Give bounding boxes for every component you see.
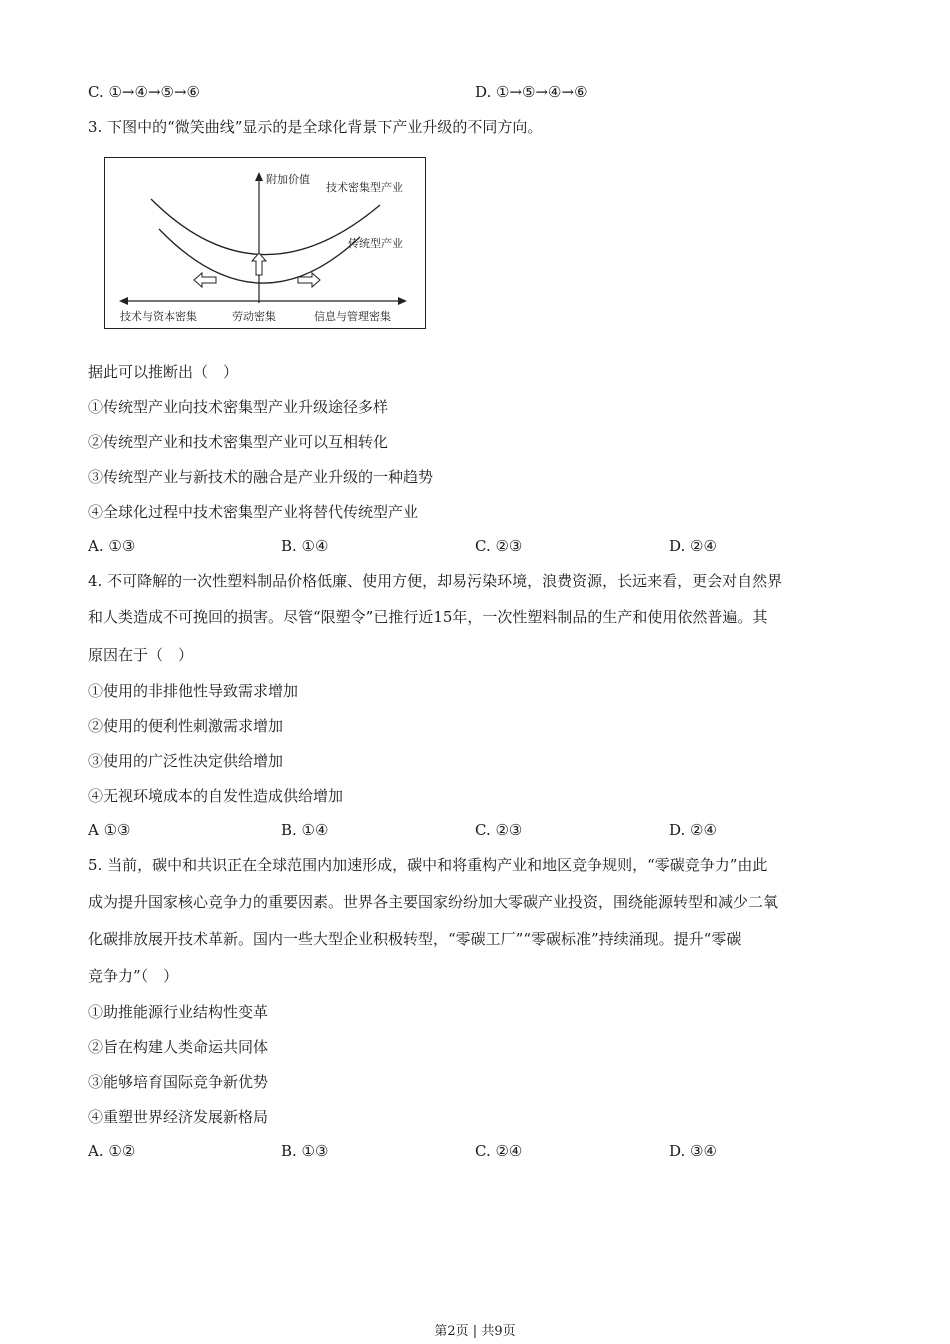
q5-statement-3: ③能够培育国际竞争新优势 <box>88 1073 269 1091</box>
lower-curve-label: 传统型产业 <box>348 237 403 250</box>
q4-stem-line-2: 和人类造成不可挽回的损害。尽管“限塑令”已推行近15年，一次性塑料制品的生产和使用依然普遍。其 <box>88 608 768 626</box>
x-right-label: 信息与管理密集 <box>314 310 391 323</box>
q5-option-b: B. ①③ <box>281 1142 329 1160</box>
q5-option-d: D. ③④ <box>669 1142 717 1160</box>
q4-option-d: D. ②④ <box>669 821 717 839</box>
q5-statement-1: ①助推能源行业结构性变革 <box>88 1003 269 1021</box>
q4-statement-1: ①使用的非排他性导致需求增加 <box>88 682 299 700</box>
q5-stem-line-1: 5. 当前，碳中和共识正在全球范围内加速形成，碳中和将重构产业和地区竞争规则，“零碳竞争力”由此 <box>88 856 768 874</box>
smile-curve-svg <box>104 157 426 329</box>
x-middle-label: 劳动密集 <box>232 310 276 323</box>
q3-statement-3: ③传统型产业与新技术的融合是产业升级的一种趋势 <box>88 468 434 486</box>
q5-statement-2: ②旨在构建人类命运共同体 <box>88 1038 269 1056</box>
q4-stem-line-3: 原因在于（ ） <box>88 646 194 664</box>
option-d-prev: D. ①→⑤→④→⑥ <box>475 83 588 101</box>
q3-option-a: A. ①③ <box>88 537 136 555</box>
q4-option-c: C. ②③ <box>475 821 523 839</box>
q3-option-d: D. ②④ <box>669 537 717 555</box>
q4-statement-3: ③使用的广泛性决定供给增加 <box>88 752 284 770</box>
q3-statement-1: ①传统型产业向技术密集型产业升级途径多样 <box>88 398 389 416</box>
y-axis-label: 附加价值 <box>266 173 310 186</box>
upper-curve-label: 技术密集型产业 <box>326 181 403 194</box>
q4-stem-line-1: 4. 不可降解的一次性塑料制品价格低廉、使用方便，却易污染环境，浪费资源，长远来看，更会对自然界 <box>88 572 783 590</box>
option-c-prev: C. ①→④→⑤→⑥ <box>88 83 200 101</box>
q3-prompt: 据此可以推断出（ ） <box>88 363 239 381</box>
q3-stem: 3. 下图中的“微笑曲线”显示的是全球化背景下产业升级的不同方向。 <box>88 118 543 136</box>
q3-option-c: C. ②③ <box>475 537 523 555</box>
q3-statement-2: ②传统型产业和技术密集型产业可以互相转化 <box>88 433 389 451</box>
q4-statement-4: ④无视环境成本的自发性造成供给增加 <box>88 787 344 805</box>
q4-statement-2: ②使用的便利性刺激需求增加 <box>88 717 284 735</box>
q5-option-c: C. ②④ <box>475 1142 523 1160</box>
x-left-label: 技术与资本密集 <box>120 310 197 323</box>
q3-statement-4: ④全球化过程中技术密集型产业将替代传统型产业 <box>88 503 419 521</box>
smile-curve-figure <box>104 157 426 329</box>
q4-option-a: A ①③ <box>88 821 131 839</box>
q4-option-b: B. ①④ <box>281 821 329 839</box>
q5-option-a: A. ①② <box>88 1142 136 1160</box>
page-footer: 第2页 | 共9页 <box>434 1324 516 1339</box>
q5-stem-line-3: 化碳排放展开技术革新。国内一些大型企业积极转型，“零碳工厂”“零碳标准”持续涌现。提升“零碳 <box>88 930 742 948</box>
q5-stem-line-2: 成为提升国家核心竞争力的重要因素。世界各主要国家纷纷加大零碳产业投资，围绕能源转型和减少二氧 <box>88 893 779 911</box>
q5-stem-line-4: 竞争力”（ ） <box>88 967 179 985</box>
q3-option-b: B. ①④ <box>281 537 329 555</box>
q5-statement-4: ④重塑世界经济发展新格局 <box>88 1108 269 1126</box>
